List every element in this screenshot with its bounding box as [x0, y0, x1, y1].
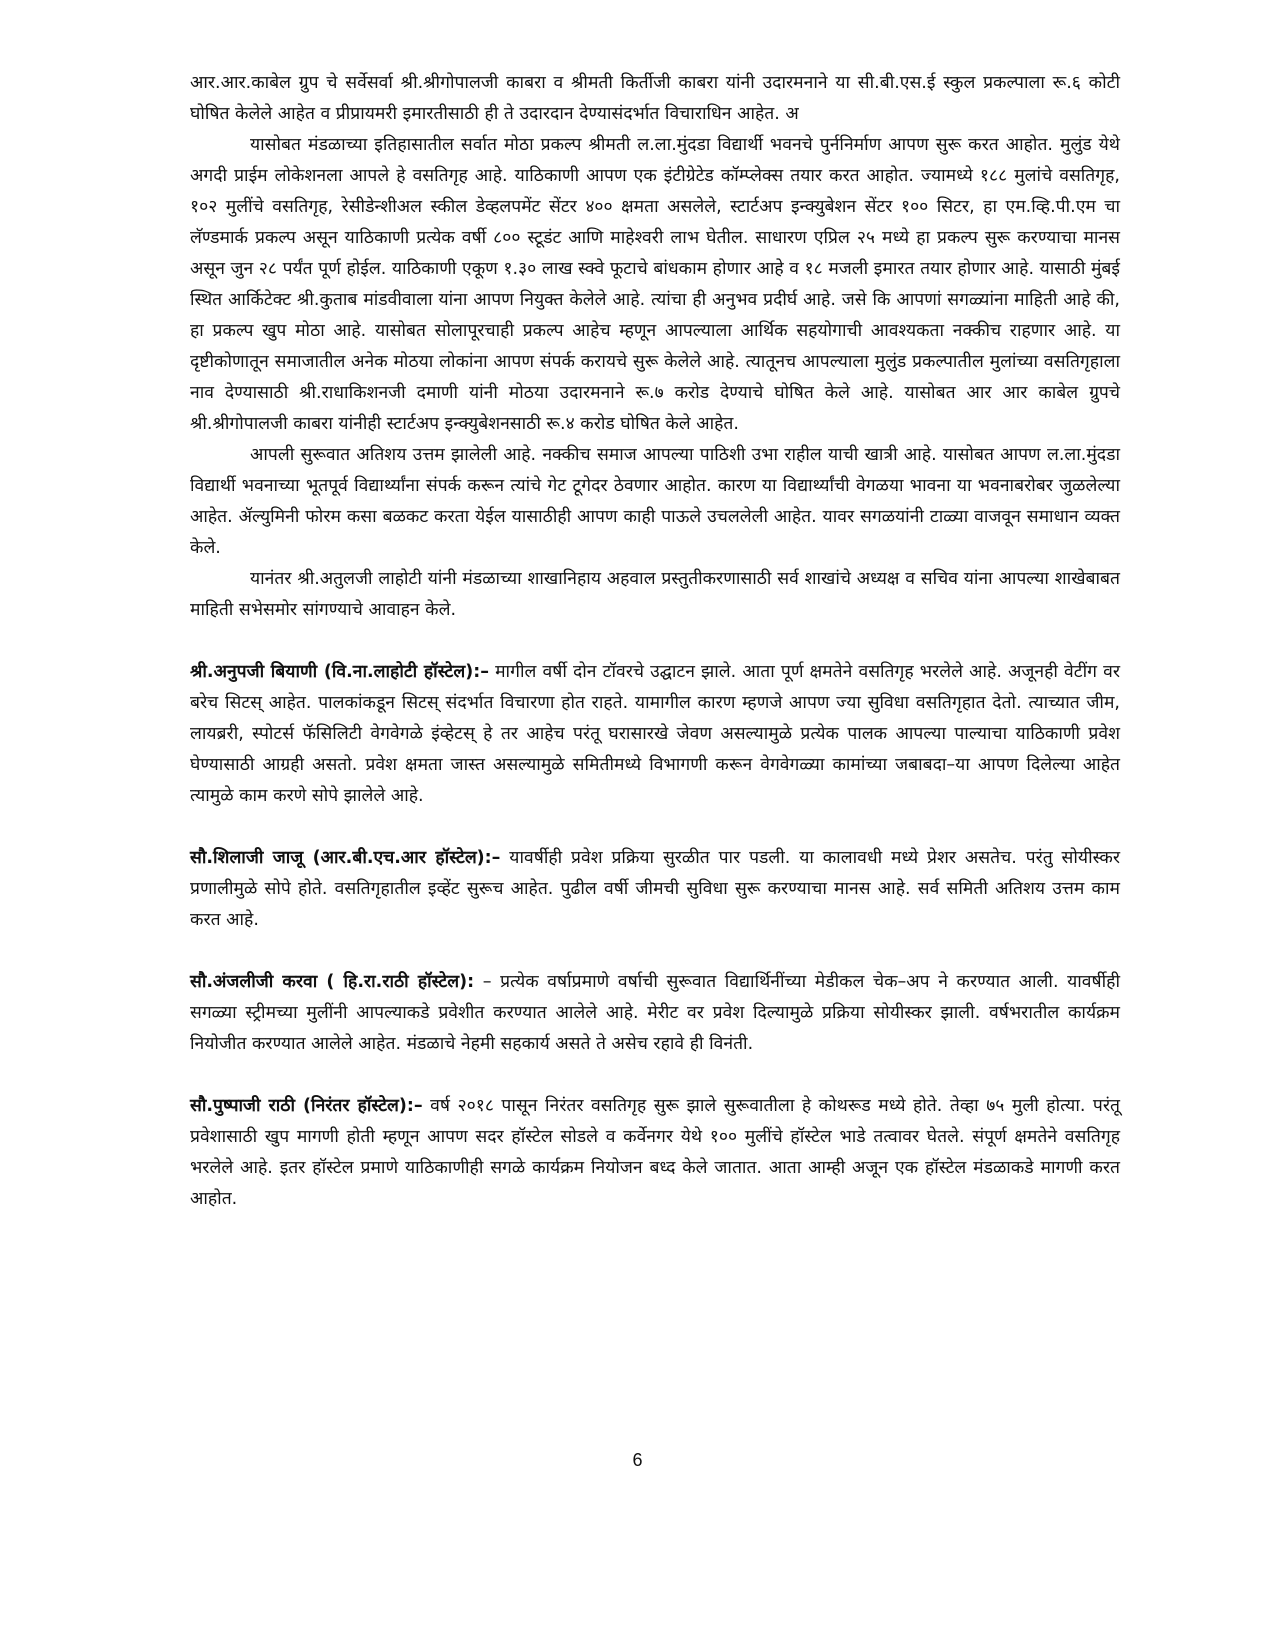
report-text: वर्ष २०१८ पासून निरंतर वसतिगृह सुरू झाले सुरूवातीला हे कोथरूड मध्ये होते. तेव्हा ७५ मुली होत्या. परंतू प्रवेशासाठी खुप मागणी होती म्हणून आपण सदर हॉस्टेल सोडले व कर्वेनगर येथे १०० मुलींचे हॉस्टेल भाडे तत्वावर घेतले. संपूर्ण क्षमतेने वसतिगृह भरलेले आहे. इतर हॉस्टेल प्रमाणे याठिकाणीही सगळे कार्यक्रम नियोजन बध्द केले जातात. आता आम्ही अजून एक हॉस्टेल मंडळाकडे मागणी करत आहोत. [190, 1096, 1121, 1209]
report-paragraph [190, 967, 1120, 1060]
speaker-name: सौ.अंजलीजी करवा ( हि.रा.राठी हॉस्टेल): [190, 972, 475, 992]
document-body [190, 68, 1120, 1215]
speaker-name: सौ.शिलाजी जाजू (आर.बी.एच.आर हॉस्टेल):– [190, 848, 501, 868]
intro-paragraph: यानंतर श्री.अतुलजी लाहोटी यांनी मंडळाच्या शाखानिहाय अहवाल प्रस्तुतीकरणासाठी सर्व शाखांचे अध्यक्ष व सचिव यांना आपल्या शाखेबाबत माहिती सभेसमोर सांगण्याचे आवाहन केले. [190, 569, 1120, 620]
page-number: 6 [632, 1450, 643, 1470]
report-text: – प्रत्येक वर्षाप्रमाणे वर्षाची सुरूवात विद्यार्थिनींच्या मेडीकल चेक–अप ने करण्यात आली. यावर्षीही सगळ्या स्ट्रीमच्या मुलींनी आपल्याकडे प्रवेशीत करण्यात आलेले आहे. मेरीट वर प्रवेश दिल्यामुळे प्रक्रिया सोयीस्कर झाली. वर्षभरातील कार्यक्रम नियोजीत करण्यात आलेले आहेत. मंडळाचे नेहमी सहकार्य असते ते असेच रहावे ही विनंती. [190, 972, 1120, 1054]
report-paragraph [190, 843, 1120, 936]
speaker-name: सौ.पुष्पाजी राठी (निरंतर हॉस्टेल):– [190, 1096, 423, 1116]
report-text: मागील वर्षी दोन टॉवरचे उद्घाटन झाले. आता पूर्ण क्षमतेने वसतिगृह भरलेले आहे. अजूनही वेटींग वर बरेच सिटस् आहेत. पालकांकडून सिटस् संदर्भात विचारणा होत राहते. यामागील कारण म्हणजे आपण ज्या सुविधा वसतिगृहात देतो. त्याच्यात जीम, लायब्ररी, स्पोटर्स फॅसिलिटी वेगवेगळे इंव्हेटस् हे तर आहेच परंतू घरासारखे जेवण असल्यामुळे प्रत्येक पालक आपल्या पाल्याचा याठिकाणी प्रवेश घेण्यासाठी आग्रही असतो. प्रवेश क्षमता जास्त असल्यामुळे समितीमध्ये विभागणी करून वेगवेगळ्या कामांच्या जबाबदा–या आपण दिलेल्या आहेत त्यामुळे काम करणे सोपे झालेले आहे. [190, 662, 1120, 806]
intro-paragraph: यासोबत मंडळाच्या इतिहासातील सर्वात मोठा प्रकल्प श्रीमती ल.ला.मुंदडा विद्यार्थी भवनचे पुर्ननिर्माण आपण सुरू करत आहोत. मुलुंड येथे अगदी प्राईम लोकेशनला आपले हे वसतिगृह आहे. याठिकाणी आपण एक इंटीग्रेटेड कॉम्प्लेक्स तयार करत आहोत. ज्यामध्ये १८८ मुलांचे वसतिगृह, १०२ मुलींचे वसतिगृह, रेसीडेन्शीअल स्कील डेव्हलपमेंट सेंटर ४०० क्षमता असलेले, स्टार्टअप इन्क्युबेशन सेंटर १०० सिटर, हा एम.व्हि.पी.एम चा लॅण्डमार्क प्रकल्प असून याठिकाणी प्रत्येक वर्षी ८०० स्टूडंट आणि माहेश्वरी लाभ घेतील. साधारण एप्रिल २५ मध्ये हा प्रकल्प सुरू करण्याचा मानस असून जुन २८ पर्यंत पूर्ण होईल. याठिकाणी एकूण १.३० लाख स्क्वे फूटाचे बांधकाम होणार आहे व १८ मजली इमारत तयार होणार आहे. यासाठी मुंबई स्थित आर्किटेक्ट श्री.कुताब मांडवीवाला यांना आपण नियुक्त केलेले आहे. त्यांचा ही अनुभव प्रदीर्घ आहे. जसे कि आपणां सगळ्यांना माहिती आहे की, हा प्रकल्प खुप मोठा आहे. यासोबत सोलापूरचाही प्रकल्प आहेच म्हणून आपल्याला आर्थिक सहयोगाची आवश्यकता नक्कीच राहणार आहे. या दृष्टीकोणातून समाजातील अनेक मोठया लोकांना आपण संपर्क करायचे सुरू केलेले आहे. त्यातूनच आपल्याला मुलुंड प्रकल्पातील मुलांच्या वसतिगृहाला नाव देण्यासाठी श्री.राधाकिशनजी दमाणी यांनी मोठया उदारमनाने रू.७ करोड देण्याचे घोषित केले आहे. यासोबत आर आर काबेल ग्रुपचे श्री.श्रीगोपालजी काबरा यांनीही स्टार्टअप इन्क्युबेशनसाठी रू.४ करोड घोषित केले आहेत. [190, 135, 1120, 434]
intro-paragraph: आर.आर.काबेल ग्रुप चे सर्वेसर्वा श्री.श्रीगोपालजी काबरा व श्रीमती किर्तीजी काबरा यांनी उदारमनाने या सी.बी.एस.ई स्कुल प्रकल्पाला रू.६ कोटी घोषित केलेले आहेत व प्रीप्रायमरी इमारतीसाठी ही ते उदारदान देण्यासंदर्भात विचाराधिन आहेत. अ [190, 73, 1120, 124]
speaker-name: श्री.अनुपजी बियाणी (वि.ना.लाहोटी हॉस्टेल):– [190, 662, 489, 682]
report-text: यावर्षीही प्रवेश प्रक्रिया सुरळीत पार पडली. या कालावधी मध्ये प्रेशर असतेच. परंतु सोयीस्कर प्रणालीमुळे सोपे होते. वसतिगृहातील इव्हेंट सुरूच आहेत. पुढील वर्षी जीमची सुविधा सुरू करण्याचा मानस आहे. सर्व समिती अतिशय उत्तम काम करत आहे. [190, 848, 1121, 930]
report-paragraph [190, 657, 1120, 812]
intro-paragraph: आपली सुरूवात अतिशय उत्तम झालेली आहे. नक्कीच समाज आपल्या पाठिशी उभा राहील याची खात्री आहे. यासोबत आपण ल.ला.मुंदडा विद्यार्थी भवनाच्या भूतपूर्व विद्यार्थ्यांना संपर्क करून त्यांचे गेट टूगेदर ठेवणार आहोत. कारण या विद्यार्थ्यांची वेगळया भावना या भवनाबरोबर जुळलेल्या आहेत. ॲल्युमिनी फोरम कसा बळकट करता येईल यासाठीही आपण काही पाऊले उचललेली आहेत. यावर सगळयांनी टाळ्या वाजवून समाधान व्यक्त केले. [190, 445, 1120, 558]
report-paragraph [190, 1091, 1120, 1215]
